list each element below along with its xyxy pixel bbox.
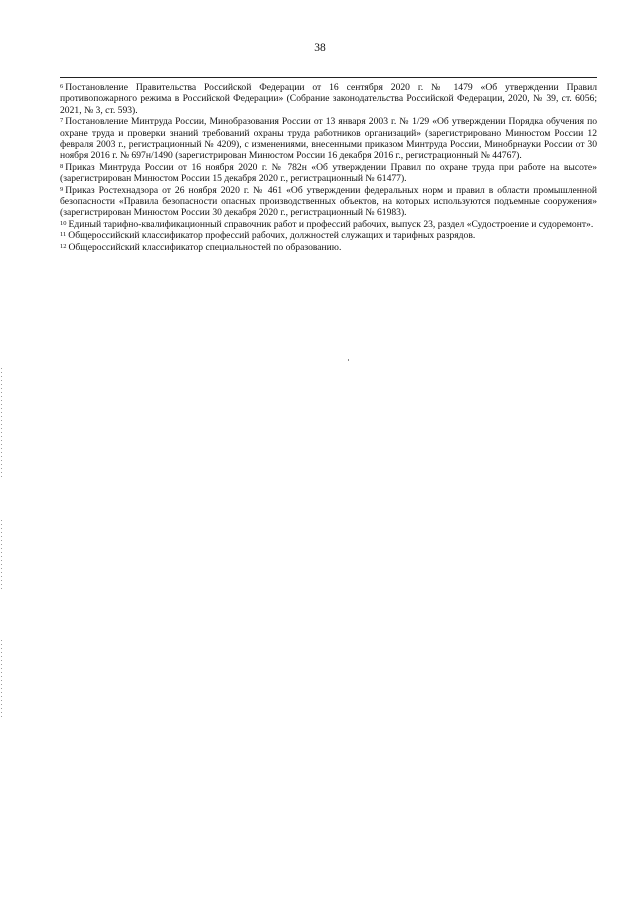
footnotes-block <box>60 82 597 253</box>
footnote-marker: 11 <box>60 231 67 239</box>
footnote-text: Единый тарифно-квалификационный справочник работ и профессий рабочих, выпуск 23, раздел «Судостроение и судоремонт». <box>68 218 594 230</box>
footnote-8 <box>60 162 597 185</box>
footnote-9 <box>60 185 597 219</box>
footnote-text: Постановление Правительства Российской Федерации от 16 сентября 2020 г. № 1479 «Об утверждении Правил противопожарного режима в Российской Федерации» (Собрание законодательства Российской Федерации, 2020, № 39, ст. 6056; 2021, № 3, ст. 593). <box>60 82 597 116</box>
footnote-marker: 8 <box>60 162 64 170</box>
footnote-text: Постановление Минтруда России, Минобразования России от 13 января 2003 г. № 1/29 «Об утверждении Порядка обучения по охране труда и проверки знаний требований охраны труда работников организаций» (зарегистрировано Минюстом России 12 февраля 2003 г., регистрационный № 4209), с изменениями, внесенными приказом Минтруда России, Минобрнауки России от 30 ноября 2016 г. № 697н/1490 (зарегистрирован Минюстом России 16 декабря 2016 г., регистрационный № 44767). <box>60 116 597 162</box>
footnote-11 <box>60 230 597 241</box>
footnote-12 <box>60 242 597 253</box>
scan-edge-mark <box>1 640 2 720</box>
scan-edge-mark <box>1 368 2 478</box>
footnote-7 <box>60 116 597 162</box>
footnote-marker: 12 <box>60 242 67 250</box>
footnote-marker: 9 <box>60 185 64 193</box>
scan-speck <box>348 359 349 361</box>
footnote-marker: 10 <box>60 219 67 227</box>
footnote-text: Приказ Минтруда России от 16 ноября 2020 г. № 782н «Об утверждении Правил по охране труда при работе на высоте» (зарегистрирован Минюстом России 15 декабря 2020 г., регистрационный № 61477). <box>60 161 597 185</box>
footnote-text: Общероссийский классификатор профессий рабочих, должностей служащих и тарифных разрядов. <box>68 230 476 242</box>
footnote-6 <box>60 82 597 116</box>
page-number: 38 <box>314 42 326 54</box>
footnote-text: Общероссийский классификатор специальностей по образованию. <box>68 241 342 253</box>
footnote-marker: 6 <box>60 83 64 90</box>
footnote-marker: 7 <box>60 117 64 125</box>
scan-edge-mark <box>1 520 2 590</box>
footnote-text: Приказ Ростехнадзора от 26 ноября 2020 г. № 461 «Об утверждении федеральных норм и правил в области промышленной безопасности «Правила безопасности опасных производственных объектов, на которых используются подъемные сооружения» (зарегистрирован Минюстом России 30 декабря 2020 г., регистрационный № 61983). <box>60 184 597 219</box>
footnote-10 <box>60 219 597 230</box>
footnote-separator-rule <box>60 77 597 78</box>
